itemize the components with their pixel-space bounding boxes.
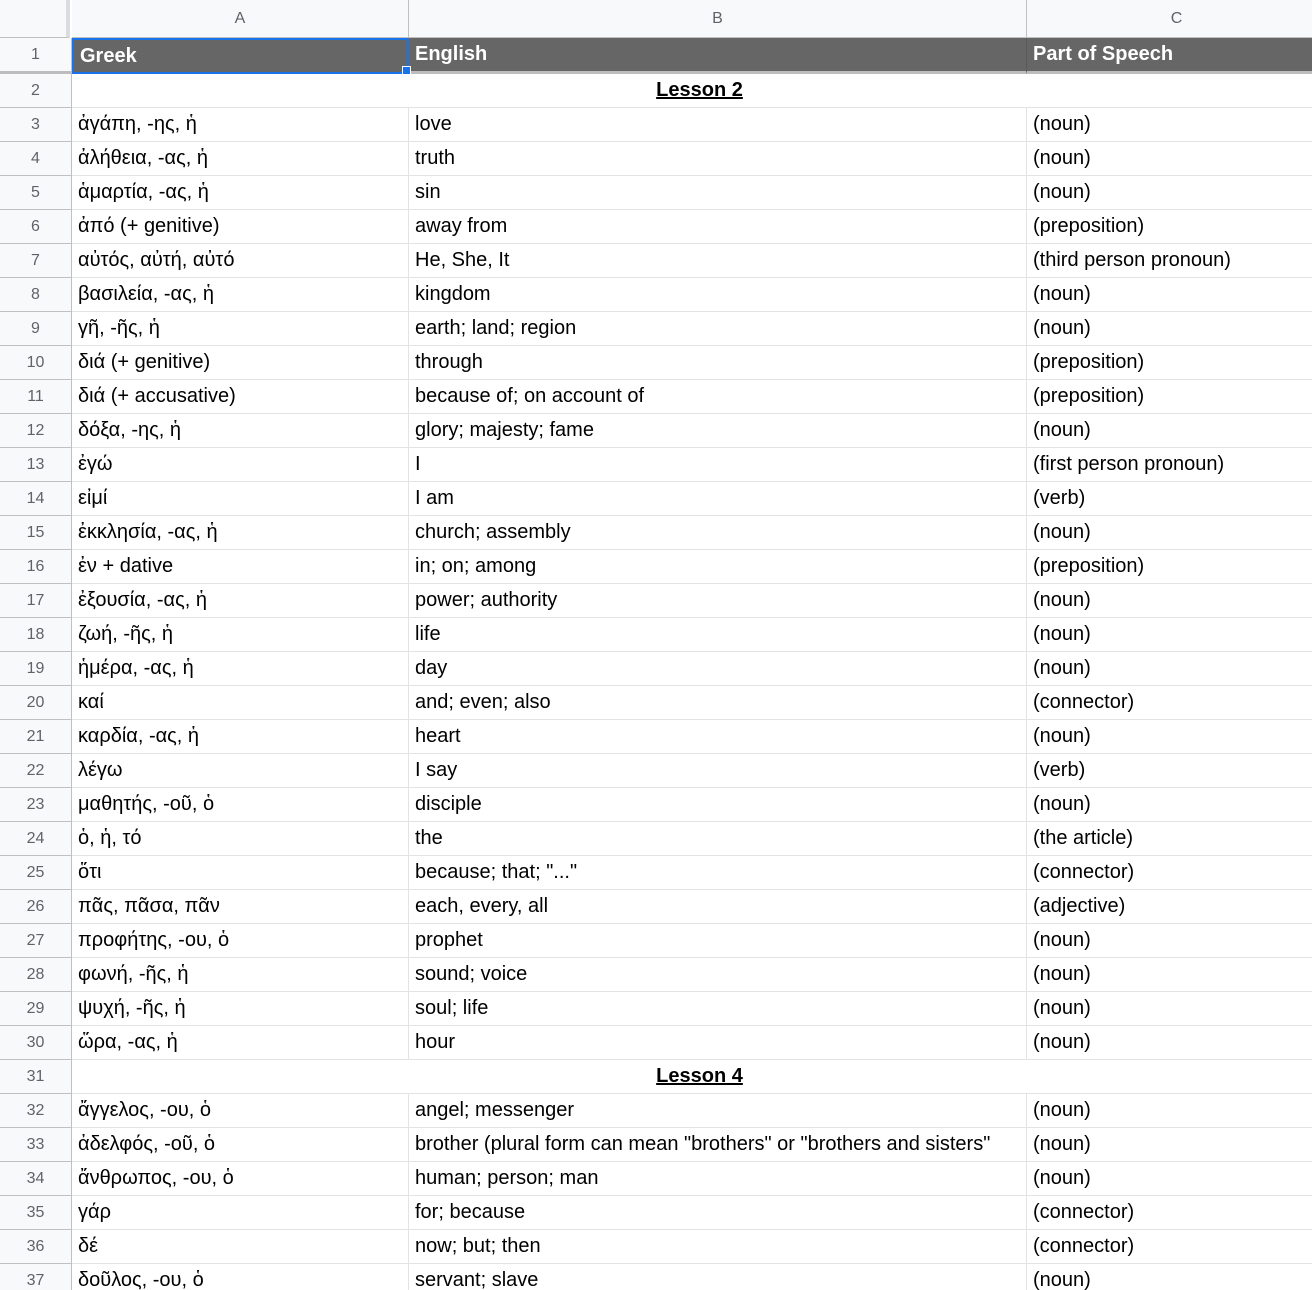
- greek-cell[interactable]: δοῦλος, -ου, ὁ: [72, 1264, 409, 1290]
- row-number[interactable]: 5: [0, 176, 72, 210]
- english-cell[interactable]: because of; on account of: [409, 380, 1027, 414]
- english-cell[interactable]: power; authority: [409, 584, 1027, 618]
- part-of-speech-cell[interactable]: (noun): [1027, 788, 1312, 822]
- table-row: [0, 278, 1312, 312]
- lesson-title-cell[interactable]: Lesson 2: [72, 74, 1312, 108]
- select-all-corner[interactable]: [0, 0, 70, 38]
- row-number[interactable]: 30: [0, 1026, 72, 1060]
- part-of-speech-cell[interactable]: (noun): [1027, 414, 1312, 448]
- part-of-speech-cell[interactable]: (noun): [1027, 176, 1312, 210]
- english-cell[interactable]: prophet: [409, 924, 1027, 958]
- part-of-speech-cell[interactable]: (noun): [1027, 142, 1312, 176]
- english-cell[interactable]: servant; slave: [409, 1264, 1027, 1290]
- row-number[interactable]: 27: [0, 924, 72, 958]
- part-of-speech-cell[interactable]: (noun): [1027, 924, 1312, 958]
- greek-cell[interactable]: δόξα, -ης, ἡ: [72, 414, 409, 448]
- greek-cell[interactable]: ἐκκλησία, -ας, ἡ: [72, 516, 409, 550]
- part-of-speech-cell[interactable]: (connector): [1027, 1230, 1312, 1264]
- greek-cell[interactable]: ἁμαρτία, -ας, ἡ: [72, 176, 409, 210]
- row-number[interactable]: 14: [0, 482, 72, 516]
- greek-cell[interactable]: λέγω: [72, 754, 409, 788]
- greek-cell[interactable]: γῆ, -ῆς, ἡ: [72, 312, 409, 346]
- english-cell[interactable]: soul; life: [409, 992, 1027, 1026]
- row-number[interactable]: 25: [0, 856, 72, 890]
- header-row: [0, 38, 1312, 74]
- english-cell[interactable]: the: [409, 822, 1027, 856]
- row-number[interactable]: 29: [0, 992, 72, 1026]
- table-row: [0, 1026, 1312, 1060]
- table-row: [0, 924, 1312, 958]
- column-header-c[interactable]: C: [1027, 0, 1312, 38]
- row-number[interactable]: 26: [0, 890, 72, 924]
- header-cell-part-of-speech[interactable]: Part of Speech: [1027, 38, 1312, 74]
- header-cell-greek[interactable]: Greek: [72, 38, 409, 74]
- part-of-speech-cell[interactable]: (connector): [1027, 686, 1312, 720]
- part-of-speech-cell[interactable]: (noun): [1027, 1128, 1312, 1162]
- greek-cell[interactable]: πᾶς, πᾶσα, πᾶν: [72, 890, 409, 924]
- english-cell[interactable]: angel; messenger: [409, 1094, 1027, 1128]
- part-of-speech-cell[interactable]: (third person pronoun): [1027, 244, 1312, 278]
- row-number[interactable]: 21: [0, 720, 72, 754]
- greek-cell[interactable]: δέ: [72, 1230, 409, 1264]
- table-row: [0, 1230, 1312, 1264]
- greek-cell[interactable]: ὅτι: [72, 856, 409, 890]
- english-cell[interactable]: human; person; man: [409, 1162, 1027, 1196]
- table-row: [0, 176, 1312, 210]
- lesson-row: [0, 74, 1312, 108]
- table-row: [0, 1094, 1312, 1128]
- english-cell[interactable]: church; assembly: [409, 516, 1027, 550]
- english-cell[interactable]: disciple: [409, 788, 1027, 822]
- part-of-speech-cell[interactable]: (preposition): [1027, 346, 1312, 380]
- part-of-speech-cell[interactable]: (noun): [1027, 278, 1312, 312]
- greek-cell[interactable]: ἄγγελος, -ου, ὁ: [72, 1094, 409, 1128]
- table-row: [0, 1196, 1312, 1230]
- table-row: [0, 720, 1312, 754]
- greek-cell[interactable]: αὐτός, αὐτή, αὐτό: [72, 244, 409, 278]
- english-cell[interactable]: I: [409, 448, 1027, 482]
- part-of-speech-cell[interactable]: (noun): [1027, 1026, 1312, 1060]
- row-number[interactable]: 32: [0, 1094, 72, 1128]
- row-number[interactable]: 33: [0, 1128, 72, 1162]
- greek-cell[interactable]: διά (+ genitive): [72, 346, 409, 380]
- row-number[interactable]: 1: [0, 38, 72, 74]
- table-row: [0, 686, 1312, 720]
- greek-cell[interactable]: μαθητής, -οῦ, ὁ: [72, 788, 409, 822]
- row-number[interactable]: 10: [0, 346, 72, 380]
- table-row: [0, 142, 1312, 176]
- greek-cell[interactable]: φωνή, -ῆς, ἡ: [72, 958, 409, 992]
- row-number[interactable]: 34: [0, 1162, 72, 1196]
- row-number[interactable]: 9: [0, 312, 72, 346]
- table-row: [0, 414, 1312, 448]
- part-of-speech-cell[interactable]: (noun): [1027, 958, 1312, 992]
- row-number[interactable]: 18: [0, 618, 72, 652]
- row-number[interactable]: 12: [0, 414, 72, 448]
- greek-cell[interactable]: ψυχή, -ῆς, ἡ: [72, 992, 409, 1026]
- table-row: [0, 1162, 1312, 1196]
- greek-cell[interactable]: ἐγώ: [72, 448, 409, 482]
- row-number[interactable]: 6: [0, 210, 72, 244]
- part-of-speech-cell[interactable]: (preposition): [1027, 550, 1312, 584]
- greek-cell[interactable]: εἰμί: [72, 482, 409, 516]
- part-of-speech-cell[interactable]: (noun): [1027, 618, 1312, 652]
- selection-fill-handle[interactable]: [402, 66, 411, 75]
- part-of-speech-cell[interactable]: (noun): [1027, 1094, 1312, 1128]
- row-number[interactable]: 8: [0, 278, 72, 312]
- part-of-speech-cell[interactable]: (preposition): [1027, 210, 1312, 244]
- row-number[interactable]: 7: [0, 244, 72, 278]
- part-of-speech-cell[interactable]: (verb): [1027, 482, 1312, 516]
- english-cell[interactable]: brother (plural form can mean "brothers" or "brothers and sisters": [409, 1128, 1027, 1162]
- english-cell[interactable]: He, She, It: [409, 244, 1027, 278]
- part-of-speech-cell[interactable]: (noun): [1027, 108, 1312, 142]
- english-cell[interactable]: away from: [409, 210, 1027, 244]
- table-row: [0, 890, 1312, 924]
- row-number[interactable]: 37: [0, 1264, 72, 1290]
- row-number[interactable]: 11: [0, 380, 72, 414]
- column-header-b[interactable]: B: [409, 0, 1027, 38]
- row-number[interactable]: 17: [0, 584, 72, 618]
- part-of-speech-cell[interactable]: (noun): [1027, 312, 1312, 346]
- english-cell[interactable]: I am: [409, 482, 1027, 516]
- english-cell[interactable]: day: [409, 652, 1027, 686]
- greek-cell[interactable]: καρδία, -ας, ἡ: [72, 720, 409, 754]
- greek-cell[interactable]: ἀδελφός, -οῦ, ὁ: [72, 1128, 409, 1162]
- row-number[interactable]: 28: [0, 958, 72, 992]
- table-row: [0, 482, 1312, 516]
- row-number[interactable]: 24: [0, 822, 72, 856]
- greek-cell[interactable]: ὁ, ἡ, τό: [72, 822, 409, 856]
- greek-cell[interactable]: ἀλήθεια, -ας, ἡ: [72, 142, 409, 176]
- part-of-speech-cell[interactable]: (noun): [1027, 720, 1312, 754]
- part-of-speech-cell[interactable]: (noun): [1027, 992, 1312, 1026]
- greek-cell[interactable]: διά (+ accusative): [72, 380, 409, 414]
- header-cell-english[interactable]: English: [409, 38, 1027, 74]
- english-cell[interactable]: earth; land; region: [409, 312, 1027, 346]
- lesson-title-cell[interactable]: Lesson 4: [72, 1060, 1312, 1094]
- part-of-speech-cell[interactable]: (connector): [1027, 856, 1312, 890]
- row-number[interactable]: 3: [0, 108, 72, 142]
- table-row: [0, 618, 1312, 652]
- lesson-row: [0, 1060, 1312, 1094]
- table-row: [0, 754, 1312, 788]
- part-of-speech-cell[interactable]: (preposition): [1027, 380, 1312, 414]
- table-row: [0, 822, 1312, 856]
- row-number[interactable]: 23: [0, 788, 72, 822]
- row-number[interactable]: 36: [0, 1230, 72, 1264]
- part-of-speech-cell[interactable]: (noun): [1027, 652, 1312, 686]
- table-row: [0, 244, 1312, 278]
- english-cell[interactable]: for; because: [409, 1196, 1027, 1230]
- english-cell[interactable]: life: [409, 618, 1027, 652]
- greek-cell[interactable]: ἄνθρωπος, -ου, ὁ: [72, 1162, 409, 1196]
- part-of-speech-cell[interactable]: (first person pronoun): [1027, 448, 1312, 482]
- english-cell[interactable]: heart: [409, 720, 1027, 754]
- row-number[interactable]: 35: [0, 1196, 72, 1230]
- row-number[interactable]: 31: [0, 1060, 72, 1094]
- english-cell[interactable]: kingdom: [409, 278, 1027, 312]
- greek-cell[interactable]: ζωή, -ῆς, ἡ: [72, 618, 409, 652]
- row-number[interactable]: 13: [0, 448, 72, 482]
- part-of-speech-cell[interactable]: (noun): [1027, 516, 1312, 550]
- row-number[interactable]: 16: [0, 550, 72, 584]
- greek-cell[interactable]: ὥρα, -ας, ἡ: [72, 1026, 409, 1060]
- row-number[interactable]: 19: [0, 652, 72, 686]
- table-row: [0, 550, 1312, 584]
- table-row: [0, 346, 1312, 380]
- part-of-speech-cell[interactable]: (noun): [1027, 584, 1312, 618]
- part-of-speech-cell[interactable]: (verb): [1027, 754, 1312, 788]
- greek-cell[interactable]: γάρ: [72, 1196, 409, 1230]
- greek-cell[interactable]: καί: [72, 686, 409, 720]
- table-row: [0, 992, 1312, 1026]
- row-number[interactable]: 15: [0, 516, 72, 550]
- greek-cell[interactable]: προφήτης, -ου, ὁ: [72, 924, 409, 958]
- english-cell[interactable]: truth: [409, 142, 1027, 176]
- table-row: [0, 652, 1312, 686]
- part-of-speech-cell[interactable]: (connector): [1027, 1196, 1312, 1230]
- greek-cell[interactable]: βασιλεία, -ας, ἡ: [72, 278, 409, 312]
- table-row: [0, 448, 1312, 482]
- rows-container: [0, 38, 1312, 1290]
- english-cell[interactable]: glory; majesty; fame: [409, 414, 1027, 448]
- greek-cell[interactable]: ἐν + dative: [72, 550, 409, 584]
- english-cell[interactable]: now; but; then: [409, 1230, 1027, 1264]
- table-row: [0, 1128, 1312, 1162]
- table-row: [0, 516, 1312, 550]
- table-row: [0, 380, 1312, 414]
- english-cell[interactable]: sin: [409, 176, 1027, 210]
- part-of-speech-cell[interactable]: (noun): [1027, 1162, 1312, 1196]
- table-row: [0, 788, 1312, 822]
- english-cell[interactable]: sound; voice: [409, 958, 1027, 992]
- english-cell[interactable]: through: [409, 346, 1027, 380]
- table-row: [0, 108, 1312, 142]
- row-number[interactable]: 2: [0, 74, 72, 108]
- table-row: [0, 856, 1312, 890]
- table-row: [0, 210, 1312, 244]
- table-row: [0, 312, 1312, 346]
- table-row: [0, 1264, 1312, 1290]
- column-header-a[interactable]: A: [72, 0, 409, 38]
- greek-cell[interactable]: ἀπό (+ genitive): [72, 210, 409, 244]
- english-cell[interactable]: and; even; also: [409, 686, 1027, 720]
- row-number[interactable]: 4: [0, 142, 72, 176]
- english-cell[interactable]: hour: [409, 1026, 1027, 1060]
- row-number[interactable]: 22: [0, 754, 72, 788]
- english-cell[interactable]: each, every, all: [409, 890, 1027, 924]
- english-cell[interactable]: in; on; among: [409, 550, 1027, 584]
- row-number[interactable]: 20: [0, 686, 72, 720]
- greek-cell[interactable]: ἀγάπη, -ης, ἡ: [72, 108, 409, 142]
- table-row: [0, 958, 1312, 992]
- part-of-speech-cell[interactable]: (noun): [1027, 1264, 1312, 1290]
- table-row: [0, 584, 1312, 618]
- english-cell[interactable]: I say: [409, 754, 1027, 788]
- english-cell[interactable]: love: [409, 108, 1027, 142]
- part-of-speech-cell[interactable]: (adjective): [1027, 890, 1312, 924]
- greek-cell[interactable]: ἡμέρα, -ας, ἡ: [72, 652, 409, 686]
- english-cell[interactable]: because; that; "...": [409, 856, 1027, 890]
- greek-cell[interactable]: ἐξουσία, -ας, ἡ: [72, 584, 409, 618]
- part-of-speech-cell[interactable]: (the article): [1027, 822, 1312, 856]
